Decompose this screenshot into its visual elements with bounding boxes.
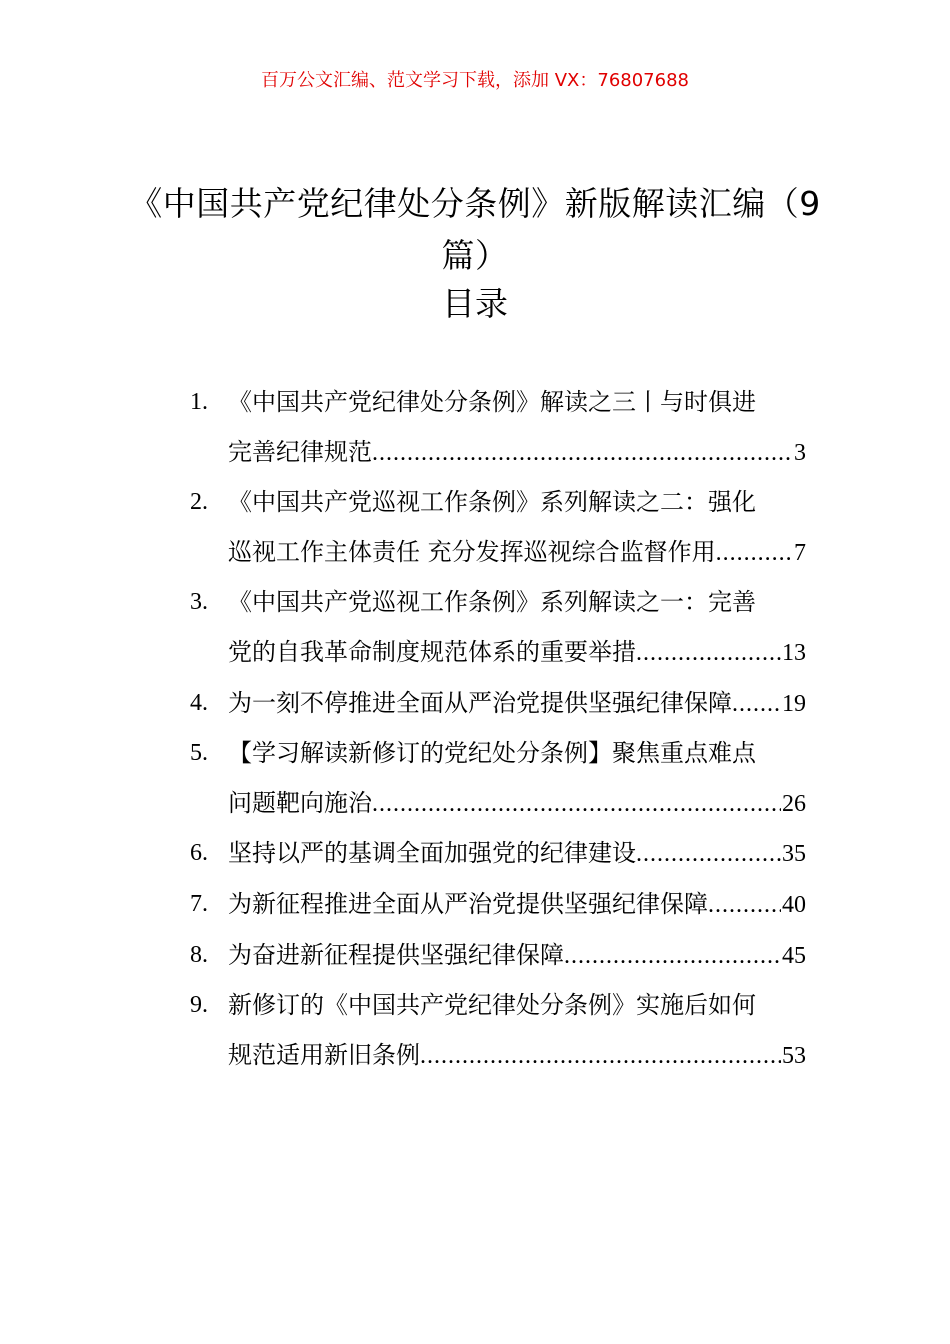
toc-dot-leader xyxy=(372,780,781,830)
toc-entry-last-line xyxy=(228,428,806,479)
toc-entry-title-end: 坚持以严的基调全面加强党的纪律建设 xyxy=(228,839,636,868)
toc-entry-number: 2. xyxy=(190,489,208,516)
toc-page-number: 35 xyxy=(782,841,806,868)
toc-entry-title-end: 党的自我革命制度规范体系的重要举措 xyxy=(228,637,636,666)
toc-entry-last-line xyxy=(228,628,806,679)
toc-entry-number: 9. xyxy=(190,992,208,1019)
toc-heading: 目录 xyxy=(442,284,508,323)
toc-dot-leader xyxy=(708,881,781,931)
table-of-contents xyxy=(190,378,806,1081)
toc-page-number: 40 xyxy=(782,891,806,918)
toc-dot-leader xyxy=(636,830,781,880)
toc-entry-title-line: 《中国共产党巡视工作条例》系列解读之二：强化 xyxy=(228,488,756,517)
toc-entry-title-end: 规范适用新旧条例 xyxy=(228,1040,420,1069)
toc-entry-title-line: 【学习解读新修订的党纪处分条例】聚焦重点难点 xyxy=(228,739,756,768)
toc-entry[interactable] xyxy=(190,931,806,982)
toc-entry[interactable] xyxy=(190,378,806,478)
toc-entry-number: 1. xyxy=(190,389,208,415)
toc-entry-title-end: 完善纪律规范 xyxy=(228,437,372,466)
toc-page-number: 13 xyxy=(782,639,806,666)
toc-entry-number: 6. xyxy=(190,840,208,867)
toc-page-number: 53 xyxy=(782,1042,806,1069)
toc-entry-title-end: 问题靶向施治 xyxy=(228,788,372,817)
toc-entry-last-line xyxy=(228,779,806,830)
toc-dot-leader xyxy=(420,1032,781,1082)
toc-dot-leader xyxy=(716,529,793,579)
toc-page-number: 45 xyxy=(782,942,806,969)
toc-entry[interactable] xyxy=(190,829,806,880)
toc-entry-last-line xyxy=(228,829,806,880)
toc-dot-leader xyxy=(636,629,781,679)
toc-entry-title-line: 新修订的《中国共产党纪律处分条例》实施后如何 xyxy=(228,991,756,1020)
toc-entry-number: 4. xyxy=(190,689,208,716)
toc-entry-number: 7. xyxy=(190,890,208,917)
toc-entry-title-end: 巡视工作主体责任 充分发挥巡视综合监督作用 xyxy=(228,537,716,566)
toc-entry-title-line: 《中国共产党巡视工作条例》系列解读之一：完善 xyxy=(228,588,756,617)
toc-entry[interactable] xyxy=(190,478,806,578)
toc-entry[interactable] xyxy=(190,679,806,730)
toc-page-number: 19 xyxy=(782,690,806,717)
toc-entry[interactable] xyxy=(190,981,806,1081)
toc-entry-last-line xyxy=(228,1031,806,1082)
toc-entry-title-end: 为奋进新征程提供坚强纪律保障 xyxy=(228,940,564,969)
toc-entry[interactable] xyxy=(190,729,806,829)
toc-entry-title-end: 为一刻不停推进全面从严治党提供坚强纪律保障 xyxy=(228,688,732,717)
toc-entry-number: 5. xyxy=(190,740,208,767)
toc-entry-last-line xyxy=(228,679,806,730)
toc-page-number: 3 xyxy=(794,439,806,466)
toc-entry-last-line xyxy=(228,880,806,931)
toc-entry-title-end: 为新征程推进全面从严治党提供坚强纪律保障 xyxy=(228,889,708,918)
toc-entry[interactable] xyxy=(190,880,806,931)
toc-entry-last-line xyxy=(228,931,806,982)
toc-entry-title-line: 《中国共产党纪律处分条例》解读之三丨与时俱进 xyxy=(228,388,756,416)
toc-dot-leader xyxy=(564,932,781,982)
toc-dot-leader xyxy=(732,680,781,730)
toc-entry-last-line xyxy=(228,528,806,579)
toc-entry-number: 8. xyxy=(190,941,208,968)
toc-dot-leader xyxy=(372,429,793,479)
document-title: 《中国共产党纪律处分条例》新版解读汇编（9篇） xyxy=(129,184,821,275)
toc-page-number: 7 xyxy=(794,539,806,566)
toc-entry-number: 3. xyxy=(190,589,208,616)
toc-entry[interactable] xyxy=(190,578,806,678)
toc-page-number: 26 xyxy=(782,790,806,817)
watermark-banner: 百万公文汇编、范文学习下载，添加 VX：76807688 xyxy=(261,70,689,91)
